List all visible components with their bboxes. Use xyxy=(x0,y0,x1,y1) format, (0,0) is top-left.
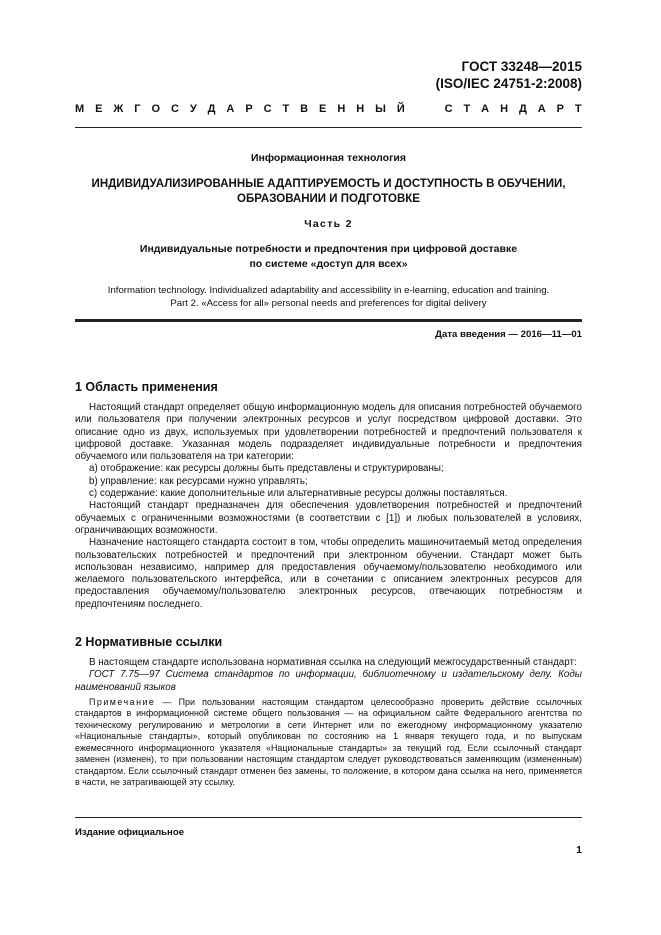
heading-letter: О xyxy=(151,103,161,115)
main-title-line2: ОБРАЗОВАНИИ И ПОДГОТОВКЕ xyxy=(237,193,420,205)
heading-letter: Т xyxy=(282,103,290,115)
main-title-line1: ИНДИВИДУАЛИЗИРОВАННЫЕ АДАПТИРУЕМОСТЬ И ДОСТУПНОСТЬ В ОБУЧЕНИИ, xyxy=(91,178,566,190)
interstate-standard-heading xyxy=(75,103,582,115)
heading-letter: С xyxy=(170,103,179,115)
heading-letter: У xyxy=(189,103,197,115)
paragraph: Настоящий стандарт предназначен для обеспечения удовлетворения потребностей и предпочтений обучаемых с ограниченными возможностями (в соответствии с [1]) и любых пользователей в условиях, ограничивающих возможности. xyxy=(75,500,582,536)
heading-letter: С xyxy=(263,103,272,115)
normative-reference: ГОСТ 7.75—97 Система стандартов по информации, библиотечному и издательскому делу. Коды наименований языков xyxy=(75,669,582,693)
heading-letter: В xyxy=(300,103,309,115)
list-item-a: а) отображение: как ресурсы должны быть представлены и структурированы; xyxy=(89,463,444,475)
heading-letter: М xyxy=(75,103,85,115)
paragraph: Назначение настоящего стандарта состоит в том, чтобы определить машиночитаемый метод определения пользовательских потребностей и предпочтений при электронном обучении. Стандарт может быть использован независимо, например для предоставления обучаемому/пользователю необходимого или желаемого пользовательского интерфейса, или в сочетании с описанием электронных ресурсов для предоставления обучаемому/пользователю электронных ресурсов, отвечающих потребностям и предпочтениям последнего. xyxy=(75,537,582,610)
section-scope xyxy=(75,380,582,611)
heading-letter: Н xyxy=(356,103,365,115)
official-edition-label: Издание официальное xyxy=(75,827,185,838)
english-title-line2: Part 2. «Access for all» personal needs and preferences for digital delivery xyxy=(170,298,487,309)
subtitle-line2: по системе «доступ для всех» xyxy=(249,258,408,270)
topic-title: Информационная технология xyxy=(250,152,407,164)
paragraph: В настоящем стандарте использована нормативная ссылка на следующий межгосударственный стандарт: xyxy=(89,657,577,668)
paragraph: Настоящий стандарт определяет общую информационную модель для описания потребностей обучаемого или пользователя при получении электронных ресурсов и услуг посредством цифровой доставки. Это описание одно из двух, используемых при удовлетворении потребностей и предпочтений пользователя к цифровой доставке. Указанная модель подразделяет индивидуальные потребности и предпочтения обучаемого или пользователя на три категории: xyxy=(75,402,582,463)
header-rule xyxy=(75,127,582,128)
heading-letter: Н xyxy=(337,103,346,115)
heading-letter: А xyxy=(481,103,490,115)
heading-letter: Т xyxy=(463,103,471,115)
heading-letter: Е xyxy=(95,103,103,115)
standard-code-block xyxy=(436,58,582,92)
subtitle xyxy=(75,242,582,272)
heading-letter: А xyxy=(226,103,235,115)
heading-letter: Ж xyxy=(113,103,124,115)
note-label: Примечание xyxy=(89,696,156,707)
heading-letter: Н xyxy=(500,103,509,115)
heading-letter: Д xyxy=(518,103,527,115)
english-title xyxy=(75,284,582,310)
section-heading-references: 2 Нормативные ссылки xyxy=(75,635,223,649)
standard-code: ГОСТ 33248—2015 xyxy=(461,59,582,74)
note xyxy=(75,697,582,789)
heading-letter: Т xyxy=(574,103,582,115)
english-title-line1: Information technology. Individualized adaptability and accessibility in e-learning, education and training. xyxy=(107,285,550,296)
heading-letter: А xyxy=(537,103,546,115)
part-label: Часть 2 xyxy=(304,218,353,230)
heading-letter: Д xyxy=(207,103,216,115)
iso-code: (ISO/IEC 24751-2:2008) xyxy=(435,76,582,91)
list-item-c: с) содержание: какие дополнительные или альтернативные ресурсы должны поставляться. xyxy=(89,488,508,500)
section-heading-scope: 1 Область применения xyxy=(75,380,218,394)
subtitle-line1: Индивидуальные потребности и предпочтения при цифровой доставке xyxy=(139,243,518,255)
heading-letter: Ы xyxy=(375,103,386,115)
heading-letter: С xyxy=(444,103,453,115)
main-title xyxy=(75,177,582,207)
introduction-date: Дата введения — 2016—11—01 xyxy=(435,329,582,340)
heading-letter: Е xyxy=(319,103,327,115)
word-gap xyxy=(416,103,434,115)
title-rule xyxy=(75,319,582,322)
heading-letter: Р xyxy=(556,103,564,115)
heading-letter: Г xyxy=(134,103,141,115)
list-item-b: b) управление: как ресурсами нужно управлять; xyxy=(89,475,308,487)
page-number: 1 xyxy=(576,844,582,856)
section-normative-references xyxy=(75,635,582,789)
note-text: — При пользовании настоящим стандартом целесообразно проверить действие ссылочных стандартов в информационной системе общего пользования — на официальном сайте Федерального агентства по техническому регулированию и метрологии в сети Интернет или по ежегодному информационному указателю «Национальные стандарты», который опубликован по состоянию на 1 января текущего года, и по выпускам ежемесячного информационного указателя «Национальные стандарты» за текущий год. Если ссылочный стандарт заменен (изменен), то при пользовании настоящим стандартом следует руководствоваться заменяющим (измененным) стандартом. Если ссылочный стандарт отменен без замены, то положение, в котором дана ссылка на него, применяется в части, не затрагивающей эту ссылку. xyxy=(75,696,582,788)
heading-letter: Р xyxy=(245,103,253,115)
heading-letter: Й xyxy=(396,103,405,115)
footer-rule xyxy=(75,817,582,818)
